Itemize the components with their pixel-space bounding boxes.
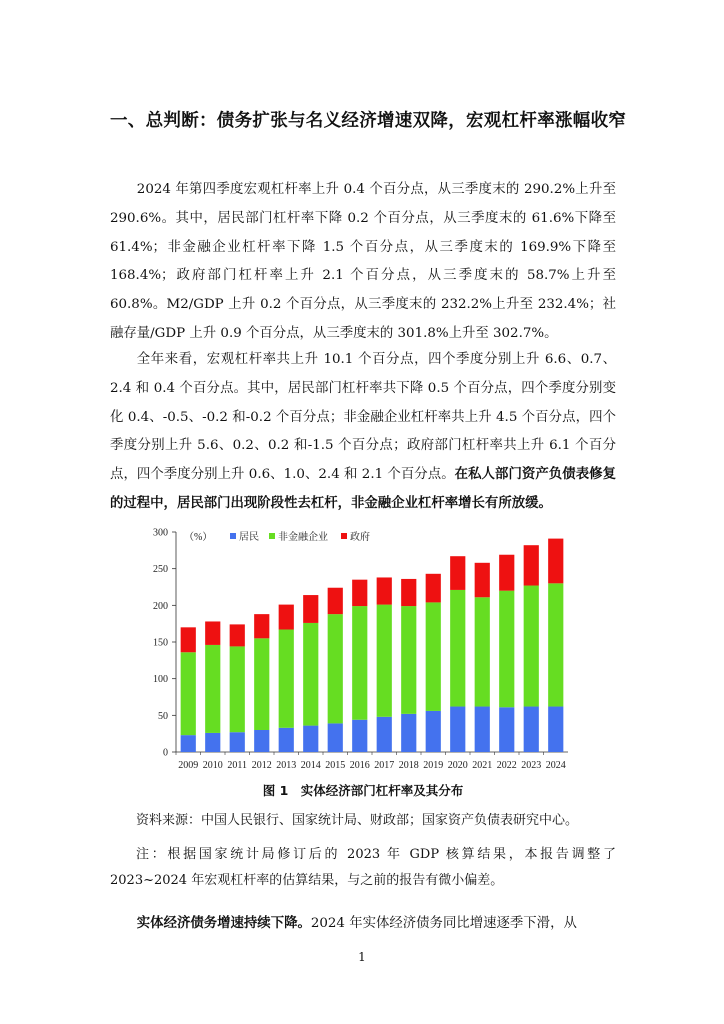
bar-2015-非金融企业 [328, 614, 343, 723]
bar-2022-居民 [499, 707, 514, 752]
bar-2016-非金融企业 [352, 606, 367, 720]
bar-2017-居民 [377, 717, 392, 752]
paragraph-q4-summary: 2024 年第四季度宏观杠杆率上升 0.4 个百分点，从三季度末的 290.2%上升至 290.6%。其中，居民部门杠杆率下降 0.2 个百分点，从三季度末的 61.6%下降至 61.4%；非金融企业杠杆率下降 1.5 个百分点，从三季度末的 169.9%下降至 168.4%；政府部门杠杆率上升 2.1 个百分点，从三季度末的 58.7%上升至 60.8%。M2/GDP 上升 0.2 个百分点，从三季度末的 232.2%上升至 232.4%；社融存量/GDP 上升 0.9 个百分点，从三季度末的 301.8%上升至 302.7%。 [110, 182, 616, 341]
paragraph-debt-growth-bold: 实体经济债务增速持续下降。 [136, 916, 311, 931]
bar-2012-政府 [254, 614, 269, 638]
bar-2015-居民 [328, 723, 343, 752]
bar-2012-非金融企业 [254, 638, 269, 730]
legend-swatch-政府 [341, 533, 347, 539]
x-tick-label: 2021 [472, 760, 493, 771]
bar-2024-居民 [548, 707, 563, 752]
paragraph-annual-summary [110, 346, 616, 519]
legend-label-政府: 政府 [350, 532, 370, 543]
y-unit-label: （%） [184, 532, 213, 543]
bar-2018-非金融企业 [401, 606, 416, 714]
x-tick-label: 2009 [178, 760, 199, 771]
figure-caption: 图 1 实体经济部门杠杆率及其分布 [262, 783, 464, 798]
bar-2020-非金融企业 [450, 590, 465, 707]
y-tick-label: 250 [153, 564, 168, 576]
x-tick-label: 2019 [423, 760, 444, 771]
x-tick-label: 2020 [447, 760, 468, 771]
bar-2023-非金融企业 [524, 586, 539, 707]
bar-2016-居民 [352, 720, 367, 752]
bar-2010-居民 [205, 733, 220, 752]
bar-2018-居民 [401, 714, 416, 752]
bar-2015-政府 [328, 588, 343, 614]
bar-2011-非金融企业 [230, 646, 245, 732]
bar-2013-居民 [279, 728, 294, 752]
paragraph-debt-growth [110, 910, 616, 939]
bar-2021-政府 [475, 563, 490, 597]
bar-2014-居民 [303, 726, 318, 752]
legend-swatch-非金融企业 [269, 533, 275, 539]
x-tick-label: 2023 [521, 760, 542, 771]
bar-2021-居民 [475, 707, 490, 752]
x-tick-label: 2011 [227, 760, 248, 771]
bar-2017-非金融企业 [377, 605, 392, 717]
legend-swatch-居民 [230, 533, 236, 539]
leverage-stacked-bar-chart [134, 522, 578, 774]
bar-2019-政府 [426, 574, 441, 603]
bar-2024-政府 [548, 539, 563, 584]
x-tick-label: 2014 [300, 760, 321, 771]
bar-2014-政府 [303, 595, 318, 623]
x-tick-label: 2024 [545, 760, 566, 771]
bar-2020-居民 [450, 707, 465, 752]
x-tick-label: 2018 [398, 760, 419, 771]
x-tick-label: 2015 [325, 760, 346, 771]
x-tick-label: 2017 [374, 760, 395, 771]
x-tick-label: 2022 [496, 760, 517, 771]
bar-2014-非金融企业 [303, 623, 318, 726]
paragraph-annual-text: 全年来看，宏观杠杆率共上升 10.1 个百分点，四个季度分别上升 6.6、0.7、2.4 和 0.4 个百分点。其中，居民部门杠杆率共下降 0.5 个百分点，四个季度分别变化 0.4、-0.5、-0.2 和-0.2 个百分点；非金融企业杠杆率共上升 4.5 个百分点，四个季度分别上升 5.6、0.2、0.2 和-1.5 个百分点；政府部门杠杆率共上升 6.1 个百分点，四个季度分别上升 0.6、1.0、2.4 和 2.1 个百分点。 [110, 352, 616, 483]
bar-2013-政府 [279, 605, 294, 630]
bar-2017-政府 [377, 577, 392, 604]
bar-2010-政府 [205, 621, 220, 644]
figure-note: 注：根据国家统计局修订后的 2023 年 GDP 核算结果，本报告调整了 2023~2024 年宏观杠杆率的估算结果，与之前的报告有微小偏差。 [110, 847, 616, 888]
bar-2012-居民 [254, 730, 269, 752]
bar-2011-政府 [230, 624, 245, 646]
bar-2021-非金融企业 [475, 597, 490, 706]
legend-label-非金融企业: 非金融企业 [278, 532, 328, 543]
y-tick-label: 0 [163, 747, 168, 759]
y-tick-label: 50 [158, 710, 168, 722]
y-tick-label: 100 [153, 674, 168, 686]
bar-2009-居民 [181, 735, 196, 752]
x-tick-label: 2012 [251, 760, 272, 771]
bar-2022-非金融企业 [499, 591, 514, 708]
legend-label-居民: 居民 [239, 532, 259, 543]
paragraph-debt-growth-text: 2024 年实体经济债务同比增速逐季下滑，从 [310, 916, 577, 931]
bar-2010-非金融企业 [205, 645, 220, 733]
chart-bars [181, 539, 564, 752]
bar-2011-居民 [230, 732, 245, 752]
bar-2019-居民 [426, 711, 441, 752]
page-number: 1 [358, 950, 366, 964]
bar-2024-非金融企业 [548, 583, 563, 706]
bar-2009-非金融企业 [181, 652, 196, 735]
bar-2023-居民 [524, 707, 539, 752]
bar-2022-政府 [499, 555, 514, 591]
paragraph-annual-bold: 在私人部门资产负债表修复的过程中，居民部门出现阶段性去杠杆，非金融企业杠杆率增长有所放缓。 [110, 467, 616, 511]
x-tick-label: 2010 [202, 760, 223, 771]
bar-2019-非金融企业 [426, 602, 441, 711]
y-tick-label: 200 [153, 600, 168, 612]
chart-legend [230, 530, 370, 543]
bar-2018-政府 [401, 579, 416, 606]
y-tick-label: 150 [153, 637, 168, 649]
bar-2020-政府 [450, 556, 465, 590]
bar-2009-政府 [181, 627, 196, 652]
bar-2023-政府 [524, 545, 539, 585]
figure-source: 资料来源：中国人民银行、国家统计局、财政部；国家资产负债表研究中心。 [136, 813, 579, 828]
section-heading: 一、总判断：债务扩张与名义经济增速双降，宏观杠杆率涨幅收窄 [110, 111, 627, 131]
x-tick-label: 2016 [349, 760, 370, 771]
bar-2016-政府 [352, 580, 367, 606]
x-tick-label: 2013 [276, 760, 297, 771]
bar-2013-非金融企业 [279, 630, 294, 728]
y-tick-label: 300 [153, 527, 168, 539]
